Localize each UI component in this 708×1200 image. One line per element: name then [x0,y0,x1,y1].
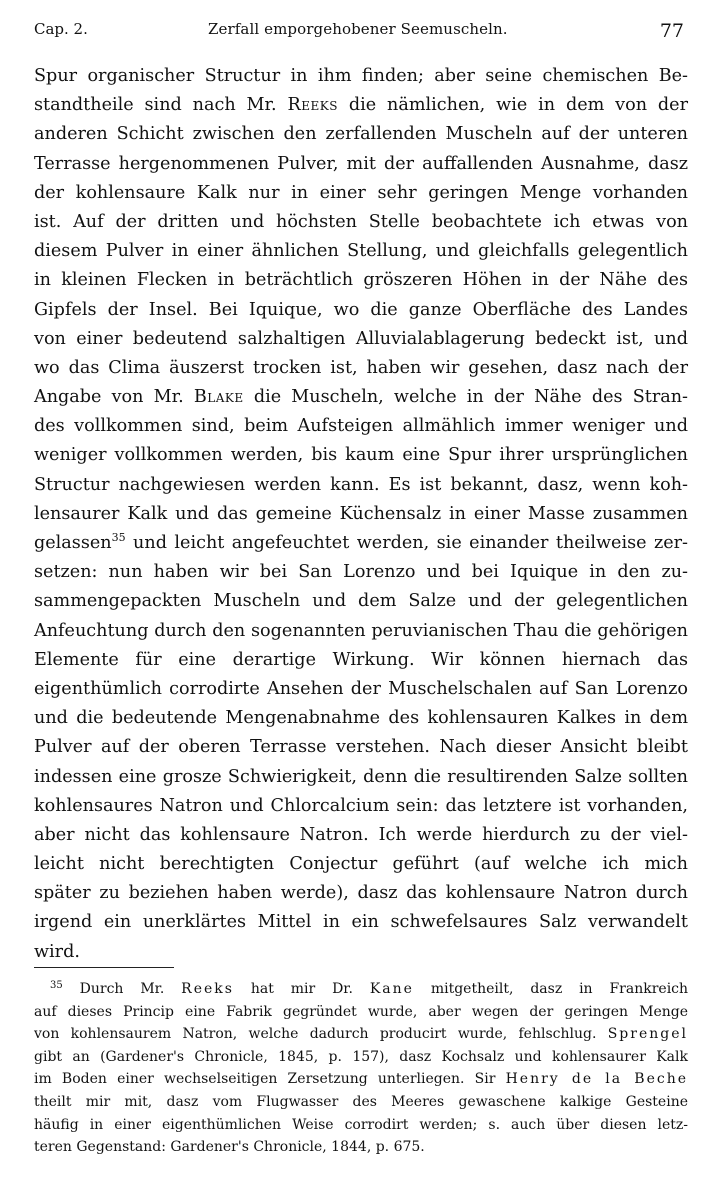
text-line: Terrasse hergenommenen Pulver, mit der auffallenden Ausnahme, dasz [34,153,688,174]
text-line: leicht nicht berechtigten Conjectur geführt (auf welche ich mich [34,854,688,875]
text-line: Anfeuchtung durch den sogenannten peruvianischen Thau die gehörigen [34,620,688,641]
footnote-reference[interactable]: 35 [111,531,126,544]
text-line: Elemente für eine derartige Wirkung. Wir können hiernach das [34,649,688,670]
person-name: Reeks [287,95,338,116]
chapter-label: Cap. 2. [34,20,88,38]
text-line: des vollkommen sind, beim Aufsteigen allmählich immer weniger und [34,416,688,437]
text-line: diesem Pulver in einer ähnlichen Stellung, und gleichfalls gelegentlich [34,241,688,262]
footnote-marker: 35 [50,980,63,991]
text-line: Angabe von Mr. Blake die Muscheln, welche in der Nähe des Stran- [34,387,689,408]
footnote-line: auf dieses Princip eine Fabrik gegründet wurde, aber wegen der geringen Menge [34,1003,688,1020]
text-line: wo das Clima äuszerst trocken ist, haben wir gesehen, dasz nach der [34,357,688,378]
text-line: Pulver auf der oberen Terrasse verstehen. Nach dieser Ansicht bleibt [34,737,688,758]
text-line: von einer bedeutend salzhaltigen Alluvialablagerung bedeckt ist, und [34,328,688,349]
text-line: ist. Auf der dritten und höchsten Stelle beobachtete ich etwas von [34,211,688,232]
text-line: irgend ein unerklärtes Mittel in ein schwefelsaures Salz verwandelt [34,912,688,933]
person-name: Sprengel [607,1026,688,1043]
person-name: Blake [193,387,244,408]
text-line: in kleinen Flecken in beträchtlich gröszeren Höhen in der Nähe des [34,270,688,291]
footnote-line: gibt an (Gardener's Chronicle, 1845, p. 157), dasz Kochsalz und kohlensaurer Kalk [34,1048,688,1065]
footnote-line: im Boden einer wechselseitigen Zersetzung unterliegen. Sir Henry de la Beche [34,1071,688,1088]
text-line: wird. [34,941,80,962]
text-line: standtheile sind nach Mr. Reeks die nämlichen, wie in dem von der [34,95,689,116]
text-line: Spur organischer Structur in ihm finden; aber seine chemischen Be- [34,66,688,86]
text-line: und die bedeutende Mengenabnahme des kohlensauren Kalkes in dem [34,708,688,729]
text-line: lensaurer Kalk und das gemeine Küchensalz in einer Masse zusammen [34,503,688,524]
running-header [34,20,684,46]
text-line: später zu beziehen haben werde), dasz das kohlensaure Natron durch [34,883,688,904]
person-name: Henry de la Beche [505,1071,688,1088]
footnote-line: $^{35}$ Durch Mr. Reeks hat mir Dr. Kane mitgetheilt, dasz in Frankreich [50,980,689,997]
footnote-line: theilt mir mit, dasz vom Flugwasser des Meeres gewaschene kalkige Gesteine [34,1093,688,1110]
text-line: anderen Schicht zwischen den zerfallenden Muscheln auf der unteren [34,124,688,145]
text-line: aber nicht das kohlensaure Natron. Ich werde hierdurch zu der viel- [34,824,688,845]
text-line: kohlensaures Natron und Chlorcalcium sein: das letztere ist vorhanden, [34,795,688,816]
main-text [34,62,688,967]
text-line: setzen: nun haben wir bei San Lorenzo und bei Iquique in den zu- [34,562,688,583]
footnote [34,978,688,1159]
text-line: eigenthümlich corrodirte Ansehen der Muschelschalen auf San Lorenzo [34,678,688,699]
footnote-line: häufig in einer eigenthümlichen Weise corrodirt werden; s. auch über diesen letz- [34,1116,688,1133]
text-line: sammengepackten Muscheln und dem Salze und der gelegentlichen [34,591,688,612]
footnote-line: teren Gegenstand: Gardener's Chronicle, 1844, p. 675. [34,1139,425,1156]
text-line: indessen eine grosze Schwierigkeit, denn die resultirenden Salze sollten [34,766,688,787]
text-line: der kohlensaure Kalk nur in einer sehr geringen Menge vorhanden [34,182,688,203]
text-line: weniger vollkommen werden, bis kaum eine Spur ihrer ursprünglichen [34,445,688,466]
footnote-line: von kohlensaurem Natron, welche dadurch producirt wurde, fehlschlug. Sprengel [34,1026,688,1043]
text-line: gelassen$^{35}$ und leicht angefeuchtet werden, sie einander theilweise zer- [34,531,688,553]
person-name: Kane [369,981,414,997]
footnote-divider [34,967,174,968]
page-number: 77 [659,20,684,42]
person-name: Reeks [181,981,234,997]
running-title: Zerfall emporgehobener Seemuscheln. [208,20,508,38]
text-line: Structur nachgewiesen werden kann. Es ist bekannt, dasz, wenn koh- [34,474,688,495]
text-line: Gipfels der Insel. Bei Iquique, wo die ganze Oberfläche des Landes [34,299,688,320]
